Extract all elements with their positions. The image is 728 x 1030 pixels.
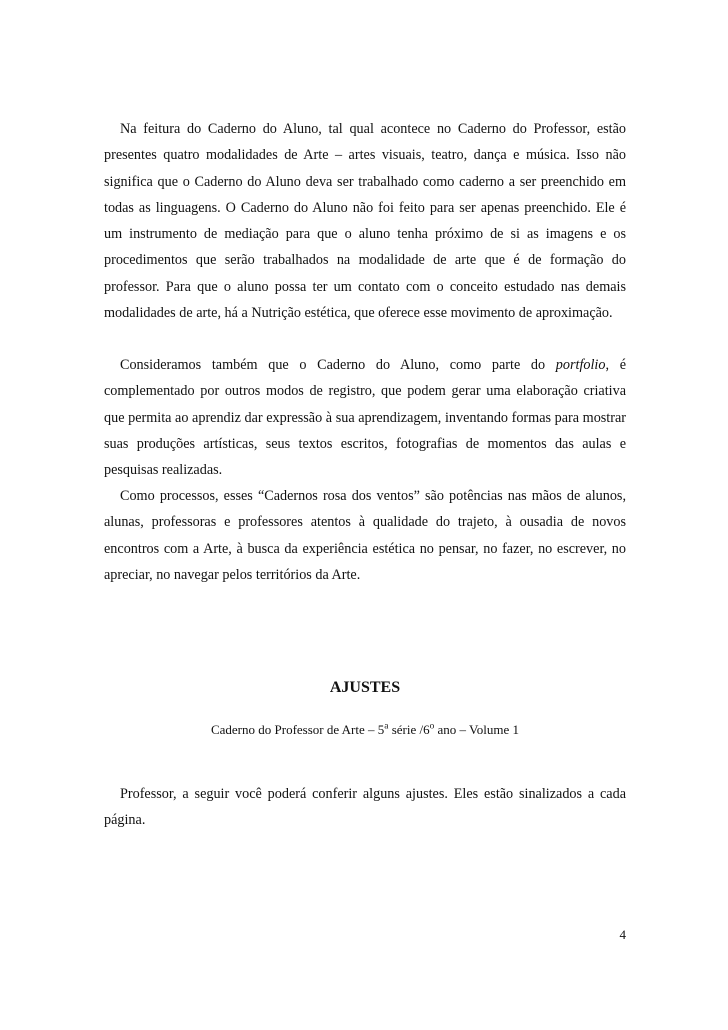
subheading-part-1: Caderno do Professor de Arte – 5 [210, 722, 385, 737]
section-subheading [104, 720, 626, 740]
paragraph-rosa-dos-ventos: Como processos, esses “Cadernos rosa dos ventos” são potências nas mãos de alunos, alunas, professoras e professores atentos à qualidade do trajeto, à ousadia de novos encontros com a Arte, à busca da experiência estética no pensar, no fazer, no escrever, no apreciar, no navegar pelos territórios da Arte. [104, 488, 626, 583]
subheading-part-3: ano – Volume 1 [434, 722, 520, 737]
section-heading: AJUSTES [329, 679, 401, 696]
paragraph-caderno-aluno: Na feitura do Caderno do Aluno, tal qual acontece no Caderno do Professor, estão presentes quatro modalidades de Arte – artes visuais, teatro, dança e música. Isso não significa que o Caderno do Aluno deva ser trabalhado como caderno a ser preenchido em todas as linguagens. O Caderno do Aluno não foi feito para ser apenas preenchido. Ele é um instrumento de mediação para que o aluno tenha próximo de si as imagens e os procedimentos que serão trabalhados na modalidade de arte que é de formação do professor. Para que o aluno possa ter um contato com o conceito estudado nas demais modalidades de arte, há a Nutrição estética, que oferece esse movimento de aproximação. [104, 121, 626, 322]
portfolio-italic-term: portfolio [555, 357, 606, 373]
paragraph-ajustes-intro: Professor, a seguir você poderá conferir alguns ajustes. Eles estão sinalizados a cada página. [104, 786, 626, 829]
subheading-superscript-2: o [429, 721, 435, 732]
subheading-superscript-1: a [384, 721, 389, 732]
paragraph-portfolio-text-after: , é complementado por outros modos de registro, que podem gerar uma elaboração criativa que permita ao aprendiz dar expressão à sua aprendizagem, inventando formas para mostrar suas produções artísticas, seus textos escritos, fotografias de momentos das aulas e pesquisas realizadas. [104, 357, 626, 479]
paragraph-portfolio-text-before: Consideramos também que o Caderno do Aluno, como parte do [120, 357, 556, 373]
page-number: 4 [619, 927, 626, 942]
paragraph-portfolio [104, 352, 626, 483]
subheading-part-2: série /6 [388, 722, 430, 737]
